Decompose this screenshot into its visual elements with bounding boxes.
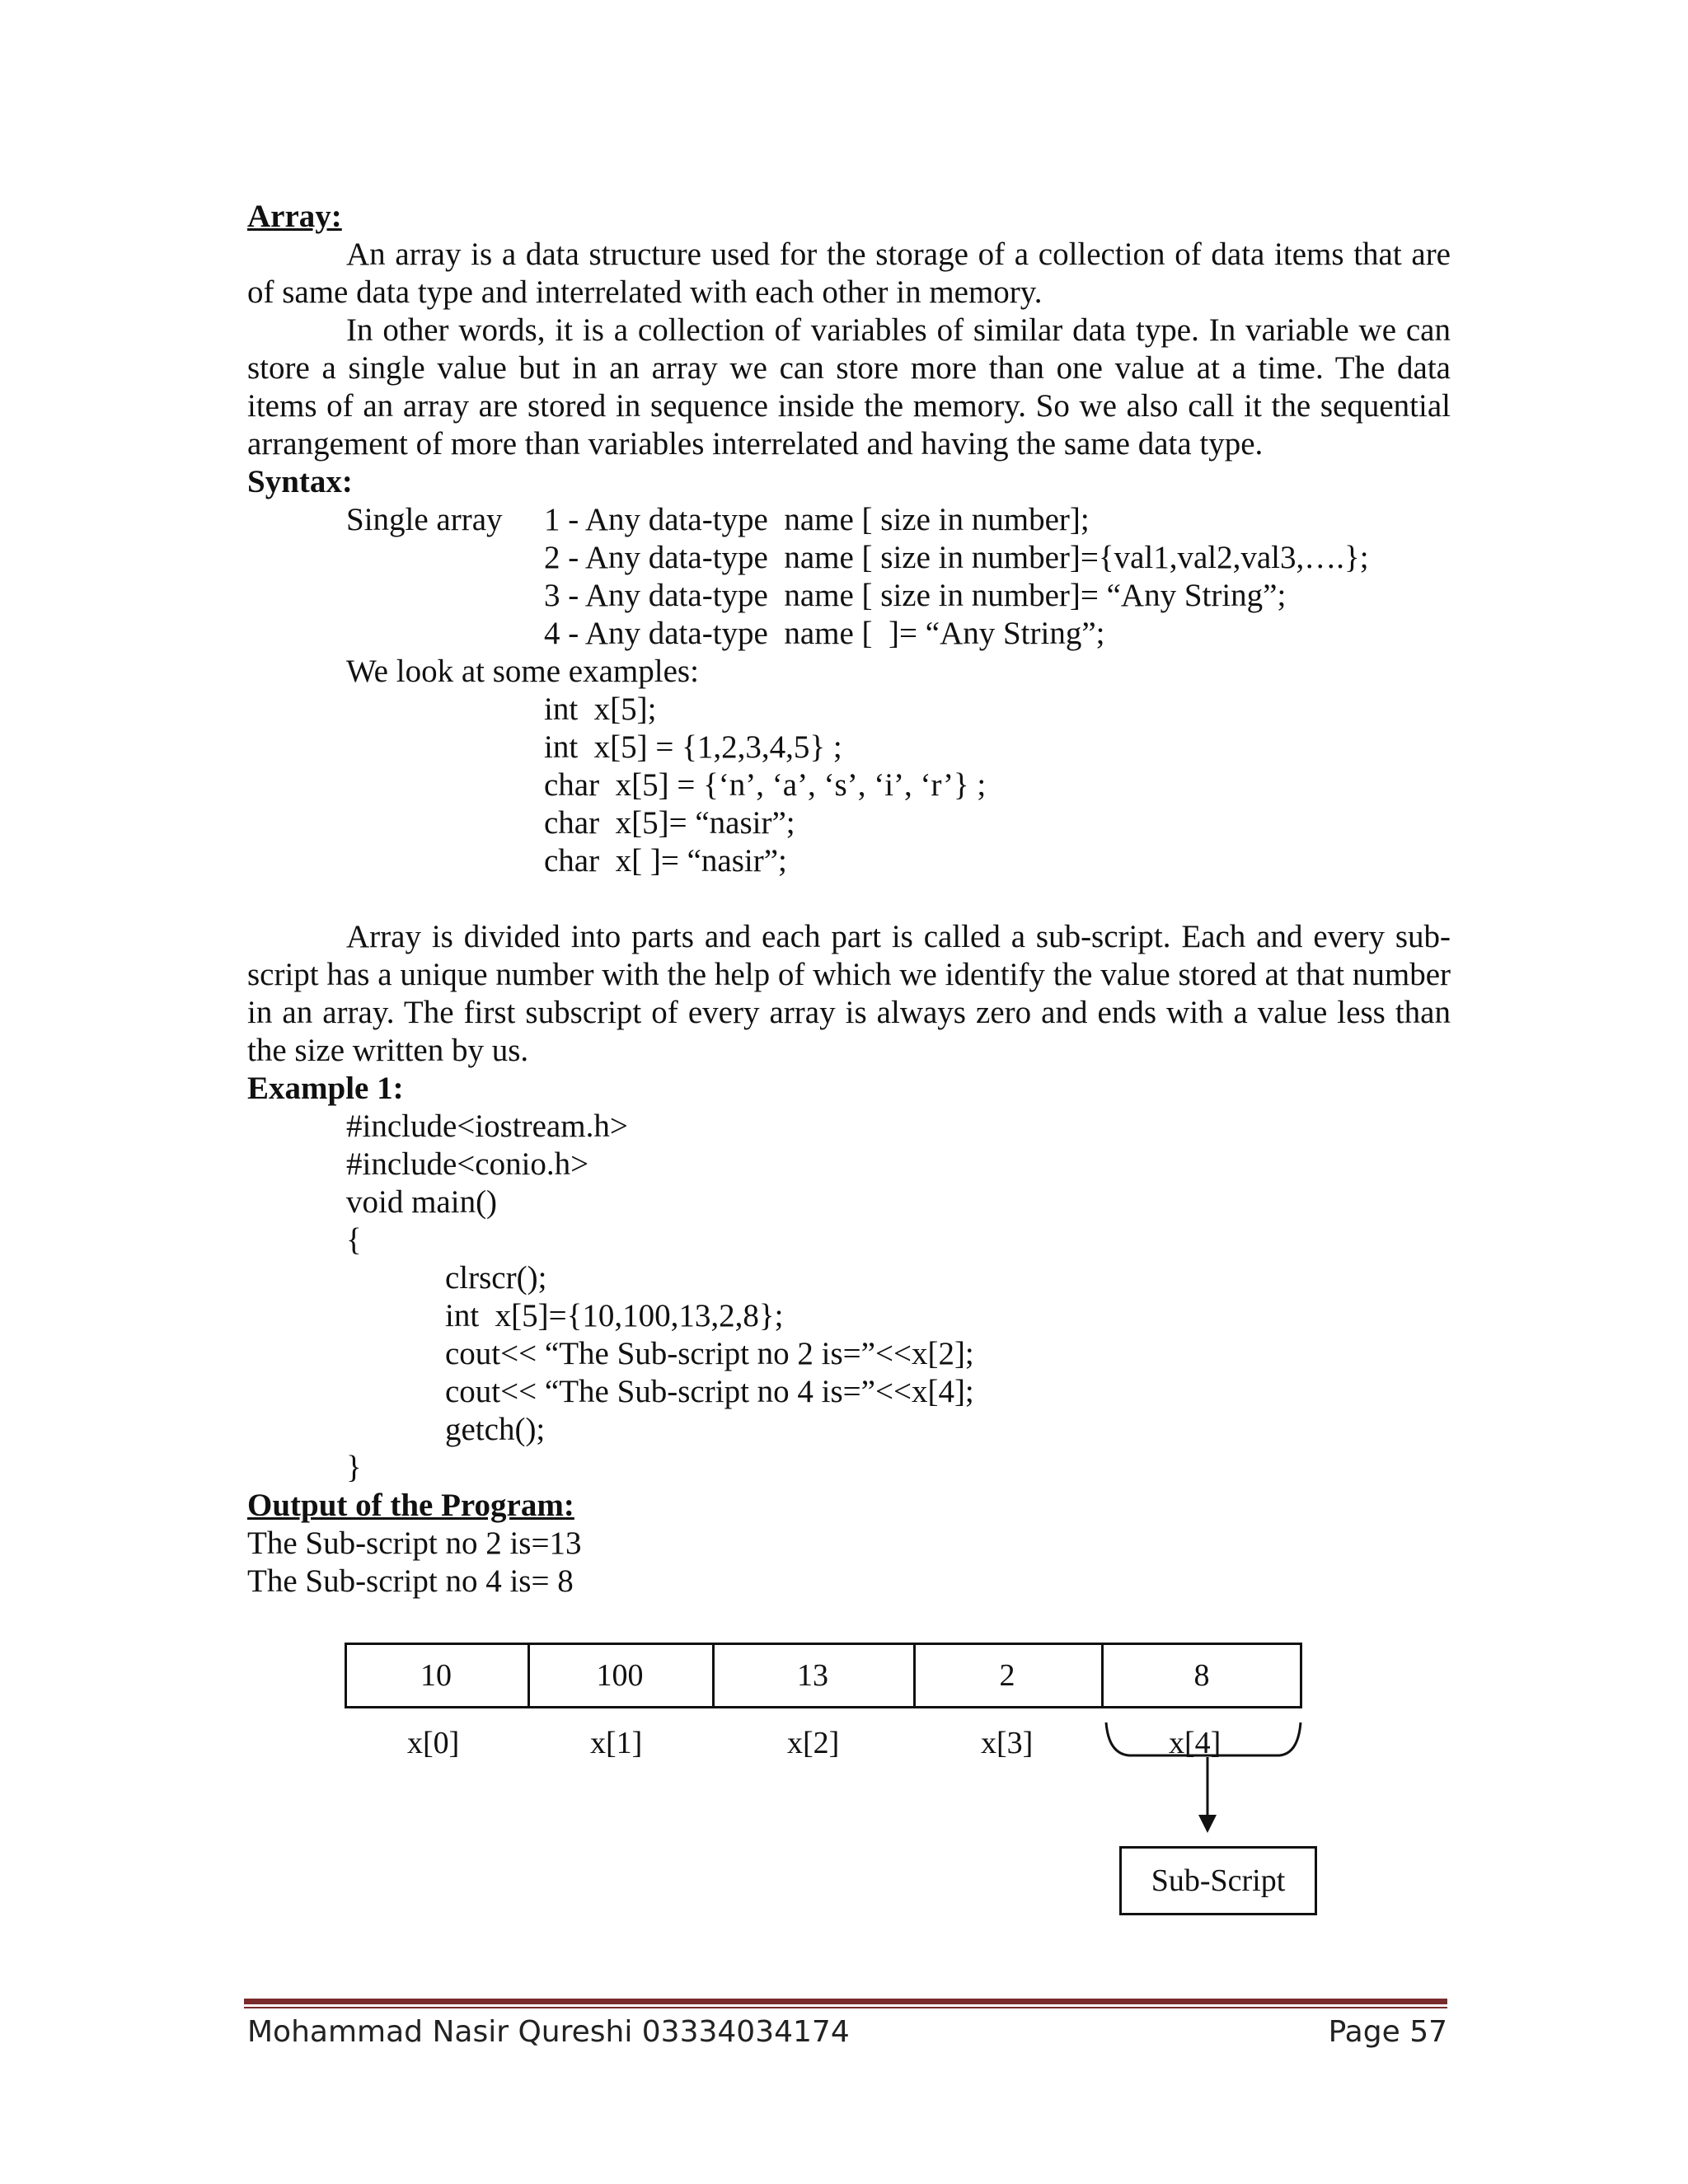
page-number: Page 57 — [1328, 2015, 1447, 2049]
array-index-label: x[3] — [981, 1726, 1034, 1760]
example-line: int x[5]; — [544, 691, 657, 727]
output-line: The Sub-script no 4 is= 8 — [247, 1563, 574, 1599]
examples-intro: We look at some examples: — [346, 654, 699, 689]
paragraph-definition: An array is a data structure used for the storage of a collection of data items that are of same data type and interrelated with each other in memory. — [247, 237, 1451, 310]
example-line: char x[5] = {‘n’, ‘a’, ‘s’, ‘i’, ‘r’} ; — [544, 767, 987, 803]
subscript-label-box: Sub-Script — [1119, 1846, 1317, 1915]
array-index-label: x[2] — [787, 1726, 840, 1760]
code-line: cout<< “The Sub-script no 2 is=”<<x[2]; — [445, 1336, 974, 1371]
arrow-head-icon — [1198, 1815, 1217, 1833]
cell-divider — [345, 1643, 347, 1708]
syntax-line: 3 - Any data-type name [ size in number]= “Any String”; — [544, 578, 1287, 613]
code-line: } — [346, 1450, 362, 1485]
syntax-row — [247, 615, 1451, 653]
page-content — [247, 198, 1451, 1601]
code-line: cout<< “The Sub-script no 4 is=”<<x[4]; — [445, 1374, 974, 1409]
cell-divider — [1101, 1643, 1104, 1708]
example-line: char x[5]= “nasir”; — [544, 805, 795, 841]
output-heading: Output of the Program: — [247, 1488, 574, 1523]
cell-divider — [1300, 1643, 1302, 1708]
syntax-line: 4 - Any data-type name [ ]= “Any String”; — [544, 616, 1105, 651]
syntax-row — [247, 539, 1451, 577]
code-line: void main() — [346, 1184, 498, 1220]
array-index-label: x[1] — [590, 1726, 643, 1760]
code-line: int x[5]={10,100,13,2,8}; — [445, 1298, 784, 1333]
code-line: #include<conio.h> — [346, 1146, 589, 1182]
array-cell: 13 — [712, 1643, 913, 1708]
syntax-row — [247, 577, 1451, 615]
code-line: #include<iostream.h> — [346, 1108, 628, 1144]
array-cell: 2 — [913, 1643, 1101, 1708]
array-cell: 100 — [528, 1643, 712, 1708]
paragraph-subscript: Array is divided into parts and each part is called a sub-script. Each and every sub-script has a unique number with the help of which we identify the value stored at that number in an array. The first subscript of every array is always zero and ends with a value less than the size written by us. — [247, 919, 1451, 1068]
syntax-label: Single array — [346, 502, 503, 537]
code-line: { — [346, 1222, 362, 1258]
syntax-heading: Syntax: — [247, 464, 353, 499]
paragraph-other-words: In other words, it is a collection of variables of similar data type. In variable we can store a single value but in an array we can store more than one value at a time. The data items of an array are stored in sequence inside the memory. So we also call it the sequential arrangement of more than variables interrelated and having the same data type. — [247, 312, 1451, 462]
footer-rule — [244, 1999, 1447, 2004]
syntax-line: 1 - Any data-type name [ size in number]; — [544, 502, 1090, 537]
footer-rule-thin — [244, 2007, 1447, 2008]
syntax-line: 2 - Any data-type name [ size in number]={val1,val2,val3,….}; — [544, 540, 1369, 575]
underbrace — [1106, 1722, 1301, 1755]
syntax-row — [247, 501, 1451, 539]
code-line: getch(); — [445, 1412, 546, 1447]
example1-heading: Example 1: — [247, 1071, 404, 1106]
output-line: The Sub-script no 2 is=13 — [247, 1526, 582, 1561]
code-line: clrscr(); — [445, 1260, 547, 1296]
example-line: char x[ ]= “nasir”; — [544, 843, 787, 879]
cell-divider — [712, 1643, 715, 1708]
array-index-label: x[4] — [1169, 1726, 1221, 1760]
example-line: int x[5] = {1,2,3,4,5} ; — [544, 729, 842, 765]
footer-author: Mohammad Nasir Qureshi 03334034174 — [247, 2015, 850, 2049]
array-index-label: x[0] — [407, 1726, 460, 1760]
page-footer — [247, 2013, 1447, 2052]
array-cell: 10 — [345, 1643, 528, 1708]
cell-divider — [528, 1643, 530, 1708]
page-title: Array: — [247, 199, 342, 234]
array-cell: 8 — [1101, 1643, 1302, 1708]
cell-divider — [913, 1643, 916, 1708]
